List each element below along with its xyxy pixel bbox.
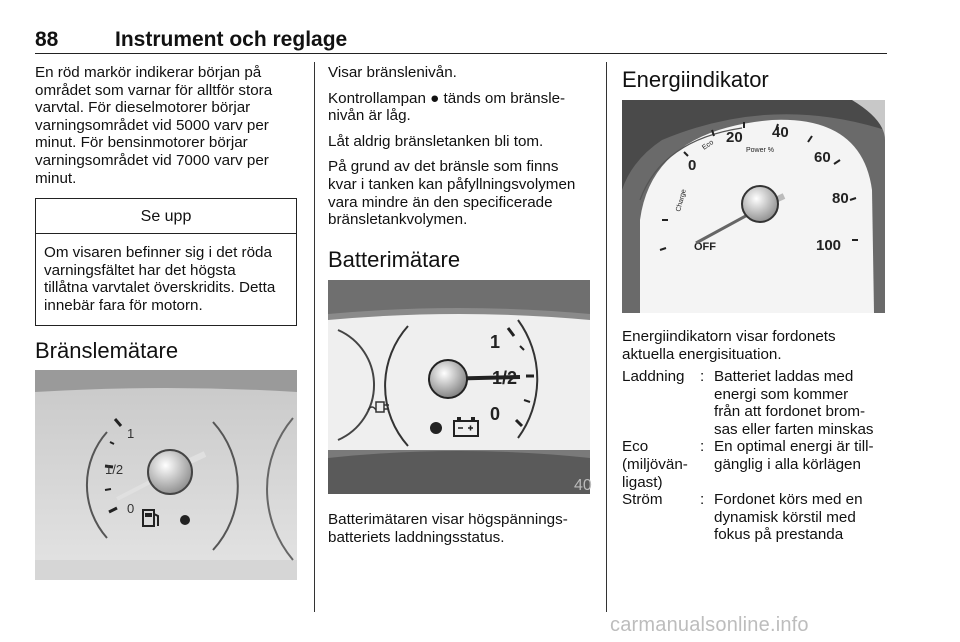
- energy-gauge-figure: [622, 100, 885, 313]
- energy-tick-0: 0: [688, 157, 697, 174]
- warning-lamp-icon: [430, 422, 442, 434]
- fuel-label-1: 1: [127, 426, 135, 441]
- battery-gauge-heading: Batterimätare: [328, 247, 461, 272]
- energy-tick-100: 100: [816, 237, 842, 254]
- caution-body: Om visaren befinner sig i det röda varningsfältet har det högsta tillåtna varvtalet överskridits. Detta innebär fara för motorn.: [44, 244, 276, 314]
- energy-tick-80: 80: [832, 190, 849, 207]
- fuel-label-0: 0: [127, 501, 135, 516]
- battery-corner-text: 40: [574, 477, 592, 494]
- off-label: OFF: [694, 241, 716, 253]
- battery-label-0: 0: [490, 404, 501, 424]
- definition-description: En optimal energi är till- gänglig i alla körlägen: [714, 438, 874, 473]
- paragraph-1: Visar bränslenivån.: [328, 64, 457, 81]
- definition-term: Eco (miljövän- ligast): [622, 438, 688, 491]
- definition-row: Laddning : Batteriet laddas med energi som kommer från att fordonet brom- sas eller farten minskas: [622, 368, 890, 438]
- column-divider-1: [314, 62, 315, 612]
- section-title: Instrument och reglage: [115, 28, 348, 51]
- low-fuel-warning-icon: [180, 515, 190, 525]
- battery-caption: Batterimätaren visar högspännings- batteriets laddningsstatus.: [328, 511, 568, 546]
- energy-tick-40: 40: [772, 124, 789, 141]
- definition-term: Laddning: [622, 368, 685, 385]
- eco-label: Eco: [701, 138, 716, 152]
- caution-title: Se upp: [36, 199, 296, 234]
- column-2: [328, 64, 598, 229]
- page-number: 88: [35, 28, 59, 51]
- fuel-label-half: 1/2: [105, 462, 124, 477]
- paragraph-2: Kontrollampan ● tänds om bränsle- nivån är låg.: [328, 89, 566, 125]
- column-1: [35, 64, 305, 187]
- energy-caption: Energiindikatorn visar fordonets aktuella energisituation.: [622, 328, 836, 363]
- paragraph-3: Låt aldrig bränsletanken bli tom.: [328, 132, 544, 150]
- charge-label: Charge: [675, 188, 688, 213]
- definition-description: Batteriet laddas med energi som kommer från att fordonet brom- sas eller farten minskas: [714, 368, 874, 438]
- definition-description: Fordonet körs med en dynamisk körstil med fokus på prestanda: [714, 491, 863, 544]
- definition-row: Ström : Fordonet körs med en dynamisk körstil med fokus på prestanda: [622, 491, 890, 544]
- definition-term: Ström: [622, 491, 663, 509]
- watermark: carmanualsonline.info: [610, 614, 809, 636]
- battery-gauge-illustration: [328, 280, 590, 494]
- paragraph-4: På grund av det bränsle som finns kvar i tanken kan påfyllningsvolymen vara mindre än den specificerade bränsletankvolymen.: [328, 158, 576, 229]
- battery-gauge-figure: [328, 280, 590, 494]
- energy-tick-60: 60: [814, 149, 831, 166]
- caution-box: [35, 198, 297, 326]
- battery-label-1: 1: [490, 332, 501, 352]
- fuel-gauge-figure: [35, 370, 297, 580]
- definition-row: Eco (miljövän- ligast) : En optimal energi är till- gänglig i alla körlägen: [622, 438, 890, 491]
- energy-tick-20: 20: [726, 129, 743, 146]
- energy-indicator-heading: Energiindikator: [622, 67, 769, 92]
- energy-gauge-illustration: [622, 100, 885, 313]
- column-divider-2: [606, 62, 607, 612]
- header-rule: [35, 53, 887, 54]
- fuel-gauge-illustration: [35, 370, 297, 580]
- page-header: [35, 28, 887, 52]
- energy-definitions: [622, 368, 890, 544]
- fuel-gauge-heading: Bränslemätare: [35, 338, 179, 363]
- energy-center-label: Power %: [746, 147, 775, 154]
- intro-paragraph: En röd markör indikerar början på området som varnar för alltför stora varvtal. För dieselmotorer börjar varningsområdet vid 5000 varv per minut. För bensinmotorer börjar varningsområdet vid 7000 varv per minut.: [35, 64, 273, 187]
